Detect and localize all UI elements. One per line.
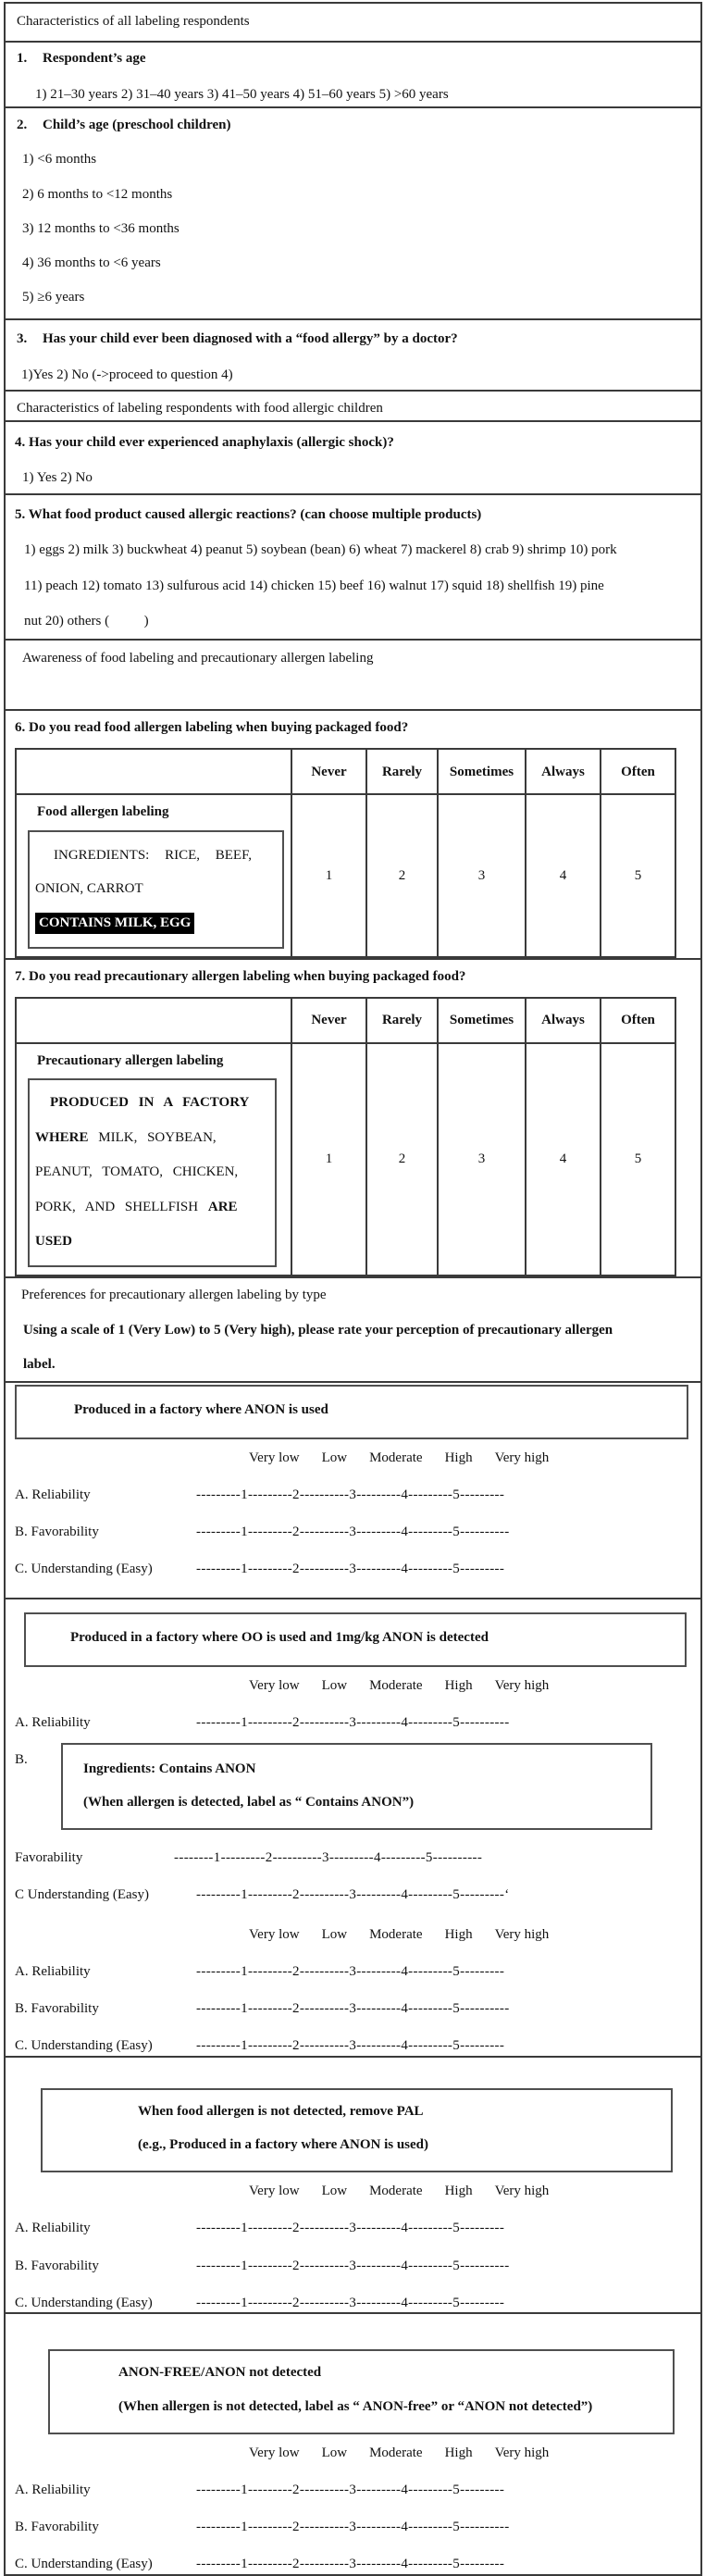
question-6-rating-table <box>15 748 676 958</box>
pal-line-2-rest: MILK, SOYBEAN, <box>98 1129 217 1145</box>
scale-row-label: C. Understanding (Easy) <box>15 2557 153 2572</box>
block-b-ingredients-item <box>13 1743 693 1830</box>
question-2-child-age <box>6 106 700 318</box>
scale-row-favorability <box>13 1848 693 1867</box>
question-2-option-3: 3) 12 months to <36 months <box>22 220 180 236</box>
scale-high: High <box>444 2184 473 2198</box>
contains-anon-label-box <box>61 1743 652 1830</box>
scale-row-label: A. Reliability <box>15 2221 91 2236</box>
question-2-number: 2. <box>17 118 28 132</box>
rating-value-1: 1 <box>291 794 366 957</box>
scale-row-favorability <box>13 1523 693 1541</box>
scale-very-high: Very high <box>494 2184 550 2198</box>
question-1-options: 1) 21–30 years 2) 31–40 years 3) 41–50 years 4) 51–60 years 5) >60 years <box>35 87 449 103</box>
block-c-heading-box <box>41 2088 673 2173</box>
table-body-row <box>16 1043 675 1276</box>
scale-row-line: ---------1---------2----------3---------4---------5---------- <box>196 2001 510 2016</box>
column-header-sometimes: Sometimes <box>438 998 526 1043</box>
question-1-respondent-age <box>6 41 700 106</box>
scale-very-high: Very high <box>494 1926 550 1942</box>
question-5-food-products <box>6 493 700 639</box>
scale-low: Low <box>321 1926 348 1942</box>
question-2-option-2: 2) 6 months to <12 months <box>22 186 173 202</box>
scale-row-label: A. Reliability <box>15 1714 91 1730</box>
scale-row-reliability <box>13 2219 693 2237</box>
scale-low: Low <box>321 1677 348 1693</box>
scale-moderate: Moderate <box>369 2445 423 2460</box>
scale-very-low: Very low <box>249 2445 300 2460</box>
scale-row-understanding <box>13 2555 693 2573</box>
scale-header <box>13 2182 693 2200</box>
block-b-heading: Produced in a factory where OO is used and 1mg/kg ANON is detected <box>70 1629 489 1645</box>
contains-milk-egg-highlight: CONTAINS MILK, EGG <box>35 913 194 934</box>
question-2-title <box>13 116 693 134</box>
scale-low: Low <box>321 2445 348 2460</box>
column-header-rarely: Rarely <box>366 998 438 1043</box>
contains-highlight-wrap <box>35 906 277 940</box>
block-a-heading-box <box>15 1385 688 1439</box>
preferences-header-text: Preferences for precautionary allergen labeling by type <box>21 1287 327 1302</box>
scale-row-label: C. Understanding (Easy) <box>15 1562 153 1577</box>
scale-moderate: Moderate <box>369 1450 423 1465</box>
scale-very-high: Very high <box>494 2445 550 2460</box>
rating-block-anon-free <box>6 2312 700 2574</box>
question-5-options-line-1: 1) eggs 2) milk 3) buckwheat 4) peanut 5) soybean (bean) 6) wheat 7) mackerel 8) crab 9) shrimp 10) pork <box>24 542 617 558</box>
rating-value-3: 3 <box>438 1043 526 1276</box>
scale-row-label: C Understanding (Easy) <box>15 1887 149 1903</box>
scale-very-low: Very low <box>249 1677 300 1693</box>
question-4-title: 4. Has your child ever experienced anaphylaxis (allergic shock)? <box>15 435 394 450</box>
food-allergen-labeling-cell <box>16 794 291 957</box>
column-header-never: Never <box>291 749 366 794</box>
rating-value-4: 4 <box>526 1043 601 1276</box>
scale-row-label: B. Favorability <box>15 2001 99 2016</box>
scale-row-label: A. Reliability <box>15 1487 91 1502</box>
scale-row-line: ---------1---------2----------3---------4---------5--------- <box>196 2038 505 2054</box>
scale-row-label: B. Favorability <box>15 2258 99 2273</box>
question-7-rating-table <box>15 997 676 1276</box>
column-header-often: Often <box>601 998 675 1043</box>
scale-very-low: Very low <box>249 1926 300 1942</box>
scale-row-reliability <box>13 1713 693 1732</box>
question-3-diagnosed-allergy <box>6 318 700 390</box>
question-2-option-4: 4) 36 months to <6 years <box>22 255 161 270</box>
section-header-awareness <box>6 639 700 709</box>
block-c-heading-line-2: (e.g., Produced in a factory where ANON is used) <box>138 2137 429 2153</box>
question-5-options-line-2: 11) peach 12) tomato 13) sulfurous acid 14) chicken 15) beef 16) walnut 17) squid 18) shellfish 19) pine <box>24 578 604 593</box>
question-6-read-allergen-labeling <box>6 709 700 958</box>
block-a-heading: Produced in a factory where ANON is used <box>74 1401 328 1417</box>
question-7-title: 7. Do you read precautionary allergen labeling when buying packaged food? <box>15 968 466 984</box>
contains-anon-line-2: (When allergen is detected, label as “ Contains ANON”) <box>83 1795 415 1810</box>
scale-row-line: ---------1---------2----------3---------4---------5---------- <box>196 1714 510 1730</box>
scale-header <box>13 1925 693 1944</box>
column-header-always: Always <box>526 749 601 794</box>
scale-row-label: B. Favorability <box>15 1524 99 1539</box>
scale-row-line: ---------1---------2----------3---------4---------5---------- <box>196 1524 510 1539</box>
pal-line-2 <box>35 1121 269 1156</box>
scale-row-reliability <box>13 1962 693 1981</box>
empty-header-cell <box>16 749 291 794</box>
pal-line-4-bold: ARE <box>207 1199 238 1214</box>
scale-row-understanding <box>13 1560 693 1578</box>
scale-row-label: C. Understanding (Easy) <box>15 2038 153 2054</box>
scale-low: Low <box>321 2184 348 2198</box>
pal-line-3: PEANUT, TOMATO, CHICKEN, <box>35 1164 239 1180</box>
scale-row-favorability <box>13 2257 693 2275</box>
scale-row-line: ---------1---------2----------3---------4---------5--------- <box>196 1487 505 1502</box>
item-b-label: B. <box>15 1752 28 1767</box>
block-d-heading-box <box>48 2349 675 2434</box>
scale-row-favorability <box>13 2518 693 2536</box>
question-1-title-text: Respondent’s age <box>43 51 146 66</box>
section-header-text: Characteristics of all labeling respondents <box>17 14 250 29</box>
question-5-options-line-3: nut 20) others ( ) <box>24 613 149 628</box>
column-header-often: Often <box>601 749 675 794</box>
scale-row-line: ---------1---------2----------3---------4---------5--------- <box>196 2295 505 2310</box>
scale-row-label: B. Favorability <box>15 2520 99 2534</box>
rating-block-factory-oo-used-anon-detected <box>6 1598 700 2056</box>
question-4-options: 1) Yes 2) No <box>22 470 93 486</box>
scale-row-understanding <box>13 2294 693 2312</box>
scale-row-label: Favorability <box>15 1850 83 1865</box>
scale-very-low: Very low <box>249 2184 300 2198</box>
preferences-instruction-line-2: label. <box>23 1357 56 1373</box>
scale-header <box>13 2444 693 2462</box>
scale-row-understanding <box>13 2036 693 2055</box>
scale-row-line: ---------1---------2----------3---------4---------5--------- <box>196 2482 505 2497</box>
block-d-heading-line-1: ANON-FREE/ANON not detected <box>118 2365 322 2380</box>
scale-moderate: Moderate <box>369 2184 423 2198</box>
ingredients-line-2: ONION, CARROT <box>35 881 143 897</box>
scale-row-line: ---------1---------2----------3---------4---------5--------- <box>196 1562 505 1577</box>
block-c-heading-line-1: When food allergen is not detected, remove PAL <box>138 2103 424 2119</box>
pal-line-2-bold: WHERE <box>35 1129 89 1145</box>
scale-header <box>13 1449 693 1467</box>
scale-row-favorability <box>13 1999 693 2018</box>
scale-row-line: --------1---------2----------3---------4---------5---------- <box>174 1850 483 1865</box>
scale-row-reliability <box>13 1486 693 1504</box>
row-label: Food allergen labeling <box>37 804 169 820</box>
pal-line-4 <box>35 1190 269 1226</box>
table-header-row <box>16 998 675 1043</box>
pal-line-4-rest: PORK, AND SHELLFISH <box>35 1199 199 1214</box>
rating-value-2: 2 <box>366 794 438 957</box>
block-d-heading-line-2: (When allergen is not detected, label as “ ANON-free” or “ANON not detected”) <box>118 2398 593 2414</box>
row-label: Precautionary allergen labeling <box>37 1053 224 1068</box>
column-header-never: Never <box>291 998 366 1043</box>
rating-value-5: 5 <box>601 1043 675 1276</box>
scale-very-low: Very low <box>249 1450 300 1465</box>
scale-row-label: C. Understanding (Easy) <box>15 2295 153 2310</box>
table-header-row <box>16 749 675 794</box>
column-header-rarely: Rarely <box>366 749 438 794</box>
question-7-read-precautionary-labeling <box>6 958 700 1276</box>
question-6-title: 6. Do you read food allergen labeling when buying packaged food? <box>15 720 409 735</box>
rating-block-remove-pal <box>6 2056 700 2313</box>
rating-value-3: 3 <box>438 794 526 957</box>
preferences-instruction-line-1: Using a scale of 1 (Very Low) to 5 (Very high), please rate your perception of precautionary allergen <box>23 1323 613 1338</box>
scale-row-understanding <box>13 1885 693 1904</box>
empty-header-cell <box>16 998 291 1043</box>
rating-value-5: 5 <box>601 794 675 957</box>
pal-label-example <box>28 1078 277 1267</box>
question-5-title: 5. What food product caused allergic reactions? (can choose multiple products) <box>15 507 482 522</box>
question-3-title <box>13 330 693 348</box>
scale-row-line: ---------1---------2----------3---------4---------5--------- <box>196 2557 505 2572</box>
question-1-title <box>13 49 693 68</box>
scale-moderate: Moderate <box>369 1926 423 1942</box>
section-header-text: Characteristics of labeling respondents with food allergic children <box>17 401 383 416</box>
column-header-sometimes: Sometimes <box>438 749 526 794</box>
scale-row-line: ---------1---------2----------3---------4---------5---------- <box>196 2258 510 2273</box>
ingredients-label-example <box>28 830 284 949</box>
scale-high: High <box>444 2445 473 2460</box>
question-2-option-1: 1) <6 months <box>22 152 97 168</box>
scale-row-line: ---------1---------2----------3---------4---------5--------- <box>196 1963 505 1979</box>
block-b-heading-box <box>24 1612 687 1667</box>
scale-very-high: Very high <box>494 1677 550 1693</box>
pal-line-1: PRODUCED IN A FACTORY <box>50 1095 250 1111</box>
table-body-row <box>16 794 675 957</box>
scale-high: High <box>444 1677 473 1693</box>
pal-line-5: USED <box>35 1234 73 1250</box>
rating-value-4: 4 <box>526 794 601 957</box>
column-header-always: Always <box>526 998 601 1043</box>
rating-value-2: 2 <box>366 1043 438 1276</box>
scale-very-high: Very high <box>494 1450 550 1465</box>
scale-high: High <box>444 1926 473 1942</box>
section-header-allergic-children <box>6 390 700 420</box>
scale-high: High <box>444 1450 473 1465</box>
rating-value-1: 1 <box>291 1043 366 1276</box>
question-4-anaphylaxis <box>6 420 700 493</box>
question-2-option-5: 5) ≥6 years <box>22 290 85 305</box>
question-3-options: 1)Yes 2) No (->proceed to question 4) <box>21 367 233 383</box>
scale-low: Low <box>321 1450 348 1465</box>
precautionary-labeling-cell <box>16 1043 291 1276</box>
question-2-title-text: Child’s age (preschool children) <box>43 118 231 132</box>
question-1-number: 1. <box>17 51 28 66</box>
contains-anon-line-1: Ingredients: Contains ANON <box>83 1761 256 1776</box>
question-3-title-text: Has your child ever been diagnosed with a “food allergy” by a doctor? <box>43 331 458 346</box>
scale-row-line: ---------1---------2----------3---------4---------5--------- <box>196 2221 505 2236</box>
scale-row-line: ---------1---------2----------3---------4---------5---------‘ <box>196 1887 510 1903</box>
scale-header <box>13 1676 693 1695</box>
scale-row-line: ---------1---------2----------3---------4---------5---------- <box>196 2520 510 2534</box>
question-3-number: 3. <box>17 331 28 346</box>
scale-moderate: Moderate <box>369 1677 423 1693</box>
ingredients-line-1: INGREDIENTS: RICE, BEEF, <box>54 847 252 863</box>
scale-row-label: A. Reliability <box>15 2482 91 2497</box>
section-header-text: Awareness of food labeling and precautionary allergen labeling <box>22 651 374 666</box>
section-header-preferences <box>6 1276 700 1381</box>
survey-document <box>4 2 702 2576</box>
scale-row-reliability <box>13 2481 693 2499</box>
section-header-all-respondents <box>6 4 700 41</box>
scale-row-label: A. Reliability <box>15 1963 91 1979</box>
rating-block-factory-anon-used <box>6 1381 700 1598</box>
